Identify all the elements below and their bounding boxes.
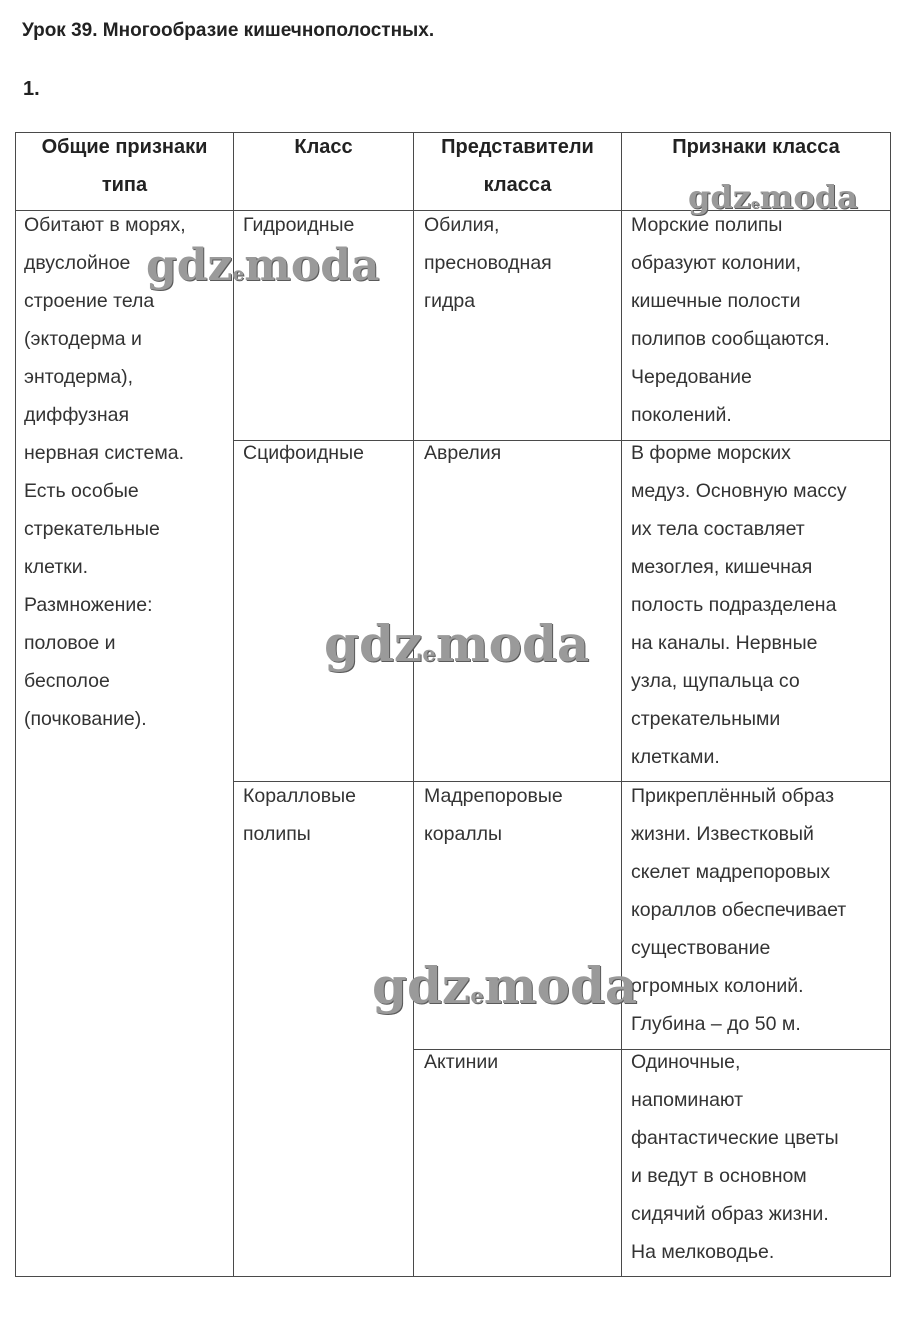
row-1-representatives: Обилия, пресноводная гидра bbox=[424, 214, 552, 312]
row-1-class: Гидроидные bbox=[243, 214, 355, 236]
row-2-representatives: Аврелия bbox=[424, 442, 502, 464]
row-1-features: Морские полипы образуют колонии, кишечные полости полипов сообщаются. Чередование поколений. bbox=[631, 214, 830, 426]
header-common-features: Общие признаки типа bbox=[41, 136, 208, 196]
row-3-class: Коралловые полипы bbox=[243, 785, 356, 845]
page-title: Урок 39. Многообразие кишечнополостных. bbox=[22, 20, 435, 41]
task-number: 1. bbox=[23, 78, 40, 100]
row-4-representatives: Актинии bbox=[424, 1051, 499, 1073]
common-features-cell: Обитают в морях, двуслойное строение тела (эктодерма и энтодерма), диффузная нервная система. Есть особые стрекательные клетки. Размножение: половое и бесполое (почкование). bbox=[24, 214, 186, 730]
row-3-representatives: Мадрепоровые кораллы bbox=[424, 785, 563, 845]
header-class: Класс bbox=[294, 136, 353, 158]
header-representatives: Представители класса bbox=[441, 136, 594, 196]
row-2-features: В форме морских медуз. Основную массу их тела составляет мезоглея, кишечная полость подразделена на каналы. Нервные узла, щупальца со стрекательными клетками. bbox=[631, 442, 847, 768]
header-class-features: Признаки класса bbox=[672, 136, 840, 158]
row-2-class: Сцифоидные bbox=[243, 442, 364, 464]
watermark-logo: gdzemoda bbox=[688, 178, 858, 216]
row-4-features: Одиночные, напоминают фантастические цветы и ведут в основном сидячий образ жизни. На мелководье. bbox=[631, 1051, 839, 1263]
watermark-logo: gdzemoda bbox=[146, 240, 380, 291]
watermark-logo: gdzemoda bbox=[324, 614, 590, 673]
row-3-features: Прикреплённый образ жизни. Известковый скелет мадрепоровых кораллов обеспечивает существование огромных колоний. Глубина – до 50 м. bbox=[631, 785, 847, 1035]
watermark-logo: gdzemoda bbox=[372, 956, 638, 1015]
